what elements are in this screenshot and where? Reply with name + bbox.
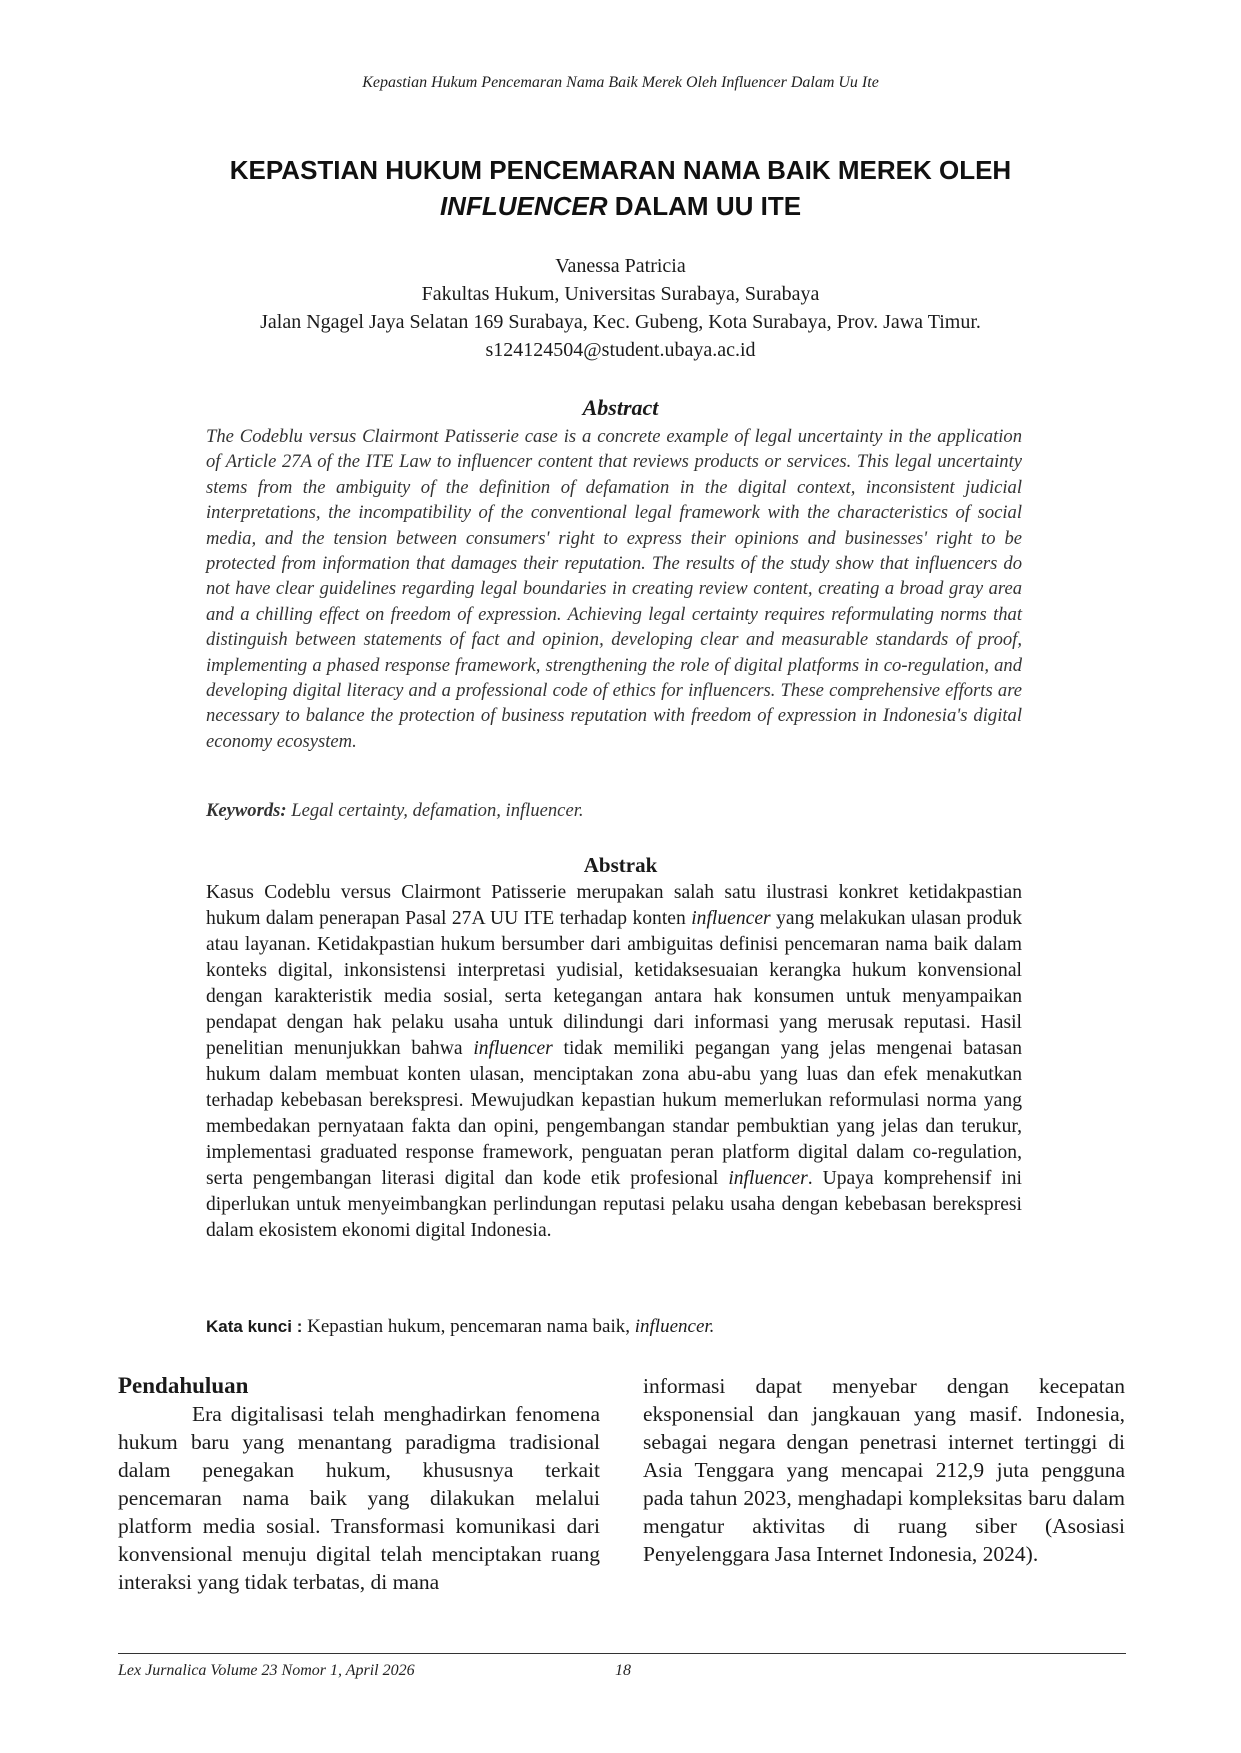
title-line-1: KEPASTIAN HUKUM PENCEMARAN NAMA BAIK MEREK OLEH (229, 155, 1012, 185)
kata-kunci-values: Kepastian hukum, pencemaran nama baik, (302, 1316, 635, 1337)
body-paragraph-left: Era digitalisasi telah menghadirkan fenomena hukum baru yang menantang paradigma tradisional dalam penegakan hukum, khususnya terkait pencemaran nama baik yang dilakukan melalui platform media sosial. Transformasi komunikasi dari konvensional menuju digital telah menciptakan ruang interaksi yang tidak terbatas, di mana (118, 1402, 600, 1594)
abstract-text: The Codeblu versus Clairmont Patisserie case is a concrete example of legal uncertainty in the application of Article 27A of the ITE Law to influencer content that reviews products or services. This legal uncertainty stems from the ambiguity of the definition of defamation in the digital context, inconsistent judicial interpretations, the incompatibility of the conventional legal framework with the characteristics of social media, and the tension between consumers' right to express their opinions and businesses' right to be protected from information that damages their reputation. The results of the study show that influencers do not have clear guidelines regarding legal boundaries in creating review content, creating a broad gray area and a chilling effect on freedom of expression. Achieving legal certainty requires reformulating norms that distinguish between statements of fact and opinion, developing clear and measurable standards of proof, implementing a phased response framework, strengthening the role of digital platforms in co-regulation, and developing digital literacy and a professional code of ethics for influencers. These comprehensive efforts are necessary to balance the protection of business reputation with freedom of expression in Indonesia's digital economy ecosystem. (206, 426, 1022, 752)
body-column-left (118, 1372, 600, 1596)
footer-divider (118, 1653, 1126, 1654)
abstrak-italic-2: influencer (473, 1038, 553, 1059)
running-header: Kepastian Hukum Pencemaran Nama Baik Merek Oleh Influencer Dalam Uu Ite (362, 74, 879, 91)
abstrak-part-2: yang melakukan ulasan produk atau layanan. Ketidakpastian hukum bersumber dari ambiguitas definisi pencemaran nama baik dalam konteks digital, inkonsistensi interpretasi yudisial, ketidaksesuaian kerangka hukum konvensional dengan karakteristik media sosial, serta ketegangan antara hak konsumen untuk menyampaikan pendapat dengan hak pelaku usaha untuk dilindungi dari informasi yang merusak reputasi. Hasil penelitian menunjukkan bahwa (206, 908, 1022, 1059)
abstrak-italic-1: influencer (691, 908, 771, 929)
section-heading: Pendahuluan (118, 1373, 249, 1398)
author-affiliation: Fakultas Hukum, Universitas Surabaya, Surabaya (421, 283, 820, 305)
title-line-2 (120, 188, 1121, 224)
title-italic-word: INFLUENCER (439, 191, 608, 221)
abstrak-part-1: Kasus Codeblu versus Clairmont Patisserie merupakan salah satu ilustrasi konkret ketidakpastian hukum dalam penerapan Pasal 27A UU ITE terhadap konten (206, 882, 1022, 929)
keywords-id (206, 1316, 1022, 1338)
keywords-label: Keywords: (206, 800, 287, 821)
keywords-en (206, 800, 1022, 822)
abstrak-heading: Abstrak (583, 853, 658, 877)
abstrak-part-4: . Upaya komprehensif ini diperlukan untuk menyeimbangkan perlindungan reputasi pelaku usaha dengan kebebasan berekspresi dalam ekosistem ekonomi digital Indonesia. (206, 1168, 1022, 1241)
abstract-heading: Abstract (582, 395, 659, 420)
body-column-right (643, 1372, 1125, 1568)
footer-journal: Lex Jurnalica Volume 23 Nomor 1, April 2026 (118, 1662, 415, 1679)
author-name: Vanessa Patricia (555, 255, 686, 277)
abstrak-part-3: tidak memiliki pegangan yang jelas mengenai batasan hukum dalam membuat konten ulasan, menciptakan zona abu-abu yang luas dan efek menakutkan terhadap kebebasan berekspresi. Mewujudkan kepastian hukum memerlukan reformulasi norma yang membedakan pernyataan fakta dan opini, pengembangan standar pembuktian yang jelas dan terukur, implementasi graduated response framework, penguatan peran platform digital dalam co-regulation, serta pengembangan literasi digital dan kode etik profesional (206, 1038, 1022, 1189)
title-line-2-rest: DALAM UU ITE (607, 191, 802, 221)
paper-title (120, 152, 1121, 224)
author-email: s124124504@student.ubaya.ac.id (485, 339, 756, 361)
keywords-values: Legal certainty, defamation, influencer. (286, 800, 584, 821)
abstrak-text (206, 880, 1022, 1244)
kata-kunci-italic: influencer. (634, 1316, 715, 1337)
page-number: 18 (615, 1662, 631, 1679)
abstrak-italic-3: influencer (728, 1168, 808, 1189)
body-paragraph-right: informasi dapat menyebar dengan kecepatan eksponensial dan jangkauan yang masif. Indonesia, sebagai negara dengan penetrasi internet tertinggi di Asia Tenggara yang mencapai 212,9 juta pengguna pada tahun 2023, menghadapi kompleksitas baru dalam mengatur aktivitas di ruang siber (Asosiasi Penyelenggara Jasa Internet Indonesia, 2024). (643, 1374, 1125, 1566)
author-block (120, 252, 1121, 364)
kata-kunci-label: Kata kunci : (206, 1317, 303, 1336)
author-address: Jalan Ngagel Jaya Selatan 169 Surabaya, Kec. Gubeng, Kota Surabaya, Prov. Jawa Timur. (260, 311, 981, 333)
